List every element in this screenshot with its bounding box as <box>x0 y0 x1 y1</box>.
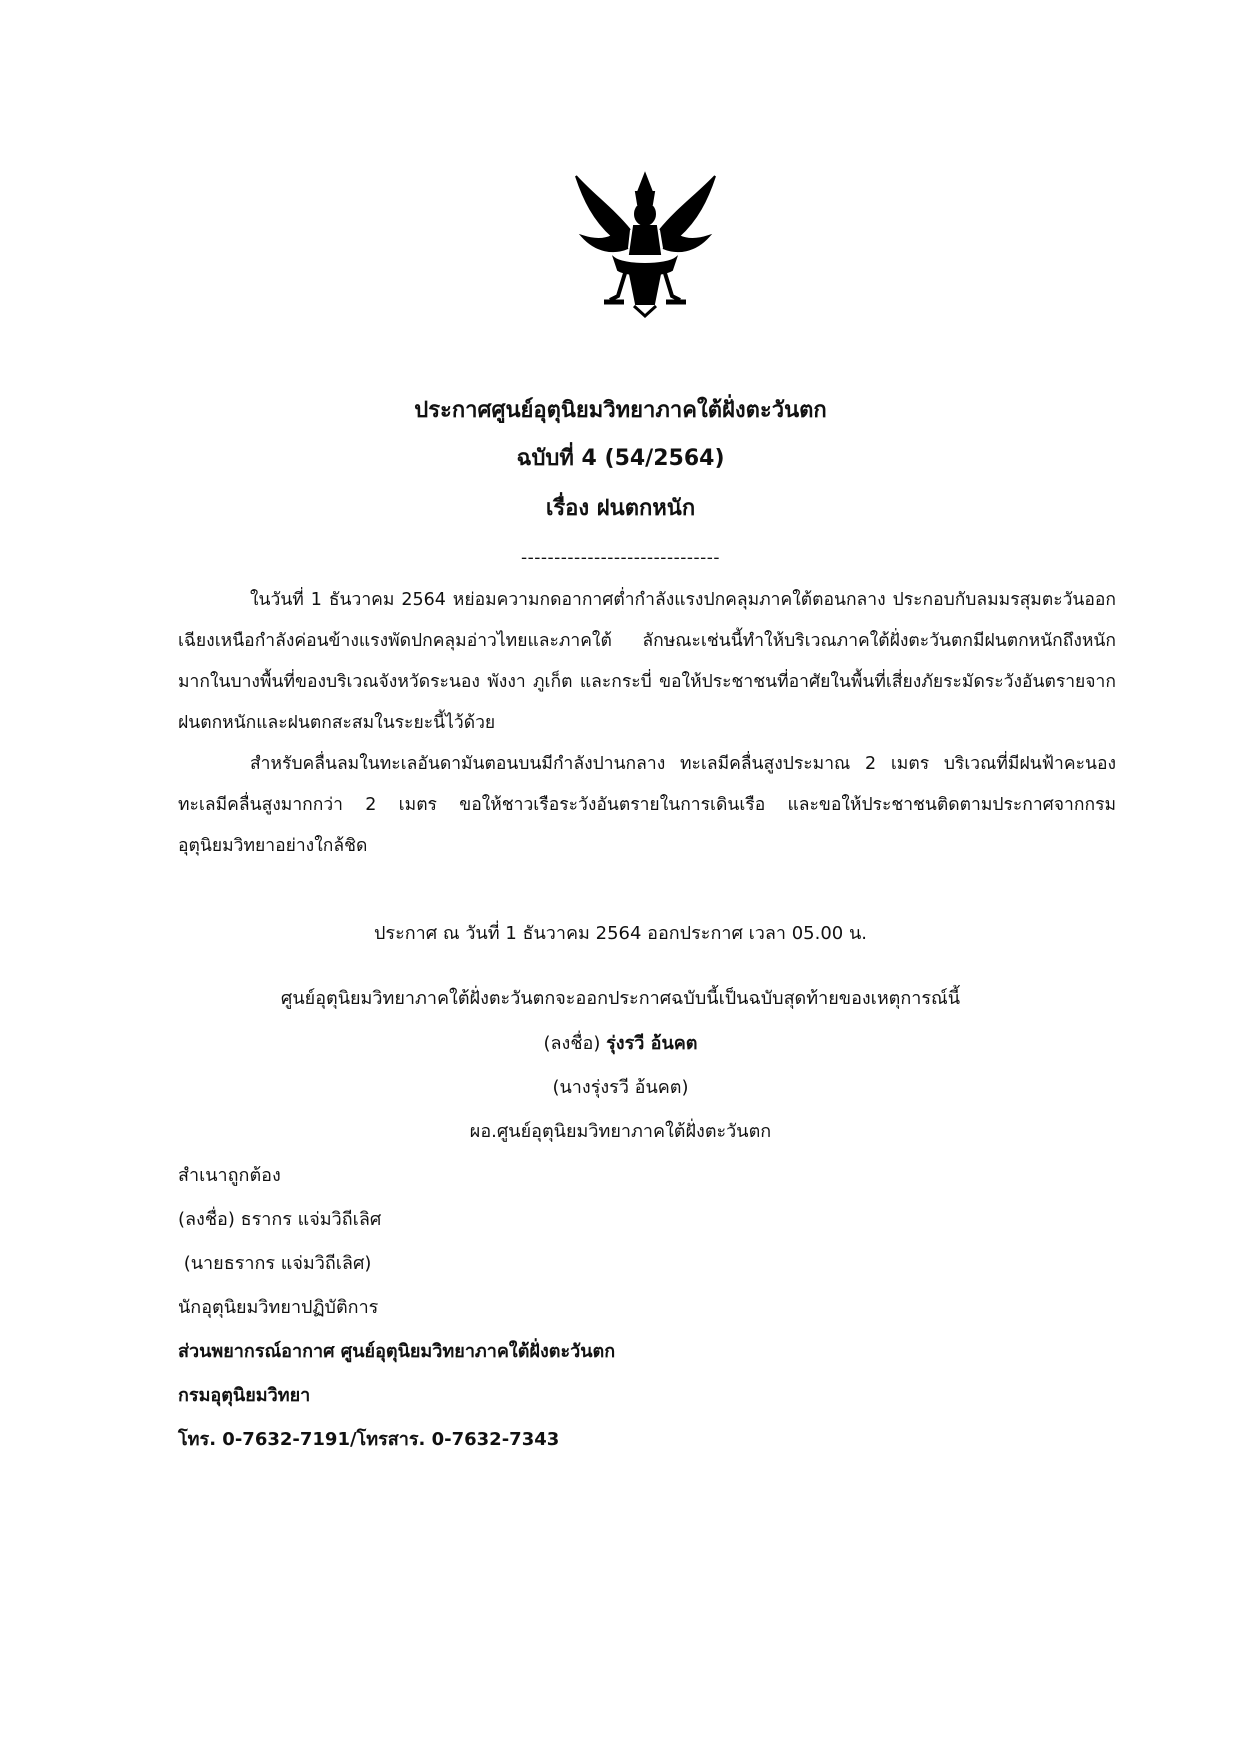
contact-numbers: โทร. 0-7632-7191/โทรสาร. 0-7632-7343 <box>178 1429 560 1450</box>
announcement-title: ประกาศศูนย์อุตุนิยมวิทยาภาคใต้ฝั่งตะวันตก <box>414 398 827 423</box>
body-paragraph-1: ในวันที่ 1 ธันวาคม 2564 หย่อมความกดอากาศต่ำกำลังแรงปกคลุมภาคใต้ตอนกลาง ประกอบกับลมมรสุมตะวันออกเฉียงเหนือกำลังค่อนข้างแรงพัดปกคลุมอ่าวไทยและภาคใต้ ลักษณะเช่นนี้ทำให้บริเวณภาคใต้ฝั่งตะวันตกมีฝนตกหนักถึงหนักมากในบางพื้นที่ของบริเวณจังหวัดระนอง พังงา ภูเก็ต และกระบี่ ขอให้ประชาชนที่อาศัยในพื้นที่เสี่ยงภัยระมัดระวังอันตรายจากฝนตกหนักและฝนตกสะสมในระยะนี้ไว้ด้วย <box>178 590 1116 733</box>
announcement-date-line: ประกาศ ณ วันที่ 1 ธันวาคม 2564 ออกประกาศ เวลา 05.00 น. <box>373 923 867 944</box>
signatory-full-name: (นางรุ่งรวี อ้นคต) <box>552 1077 689 1098</box>
subject-line: เรื่อง ฝนตกหนัก <box>545 496 696 521</box>
body-paragraph-2: สำหรับคลื่นลมในทะเลอันดามันตอนบนมีกำลังปานกลาง ทะเลมีคลื่นสูงประมาณ 2 เมตร บริเวณที่มีฝนฟ้าคะนองทะเลมีคลื่นสูงมากกว่า 2 เมตร ขอให้ชาวเรือระวังอันตรายในการเดินเรือ และขอให้ประชาชนติดตามประกาศจากกรมอุตุนิยมวิทยาอย่างใกล้ชิด <box>178 754 1116 856</box>
garuda-emblem-icon <box>574 170 717 318</box>
certifier-position: นักอุตุนิยมวิทยาปฏิบัติการ <box>178 1297 379 1318</box>
issue-number: ฉบับที่ 4 (54/2564) <box>516 446 725 471</box>
signatory-position: ผอ.ศูนย์อุตุนิยมวิทยาภาคใต้ฝั่งตะวันตก <box>469 1121 772 1142</box>
certified-copy-label: สำเนาถูกต้อง <box>178 1165 281 1186</box>
division-name: ส่วนพยากรณ์อากาศ ศูนย์อุตุนิยมวิทยาภาคใต้ฝั่งตะวันตก <box>178 1341 616 1362</box>
department-name: กรมอุตุนิยมวิทยา <box>178 1385 311 1406</box>
signature-prefix: (ลงชื่อ) <box>543 1033 601 1054</box>
signature-line <box>0 1028 1241 1057</box>
divider-line: ------------------------------ <box>520 548 721 568</box>
final-notice-line: ศูนย์อุตุนิยมวิทยาภาคใต้ฝั่งตะวันตกจะออกประกาศฉบับนี้เป็นฉบับสุดท้ายของเหตุการณ์นี้ <box>280 988 961 1009</box>
certifier-full-name: (นายธรากร แจ่มวิถีเลิศ) <box>178 1253 372 1274</box>
signatory-name: รุ่งรวี อ้นคต <box>606 1033 698 1054</box>
certifier-signature: (ลงชื่อ) ธรากร แจ่มวิถีเลิศ <box>178 1209 382 1230</box>
